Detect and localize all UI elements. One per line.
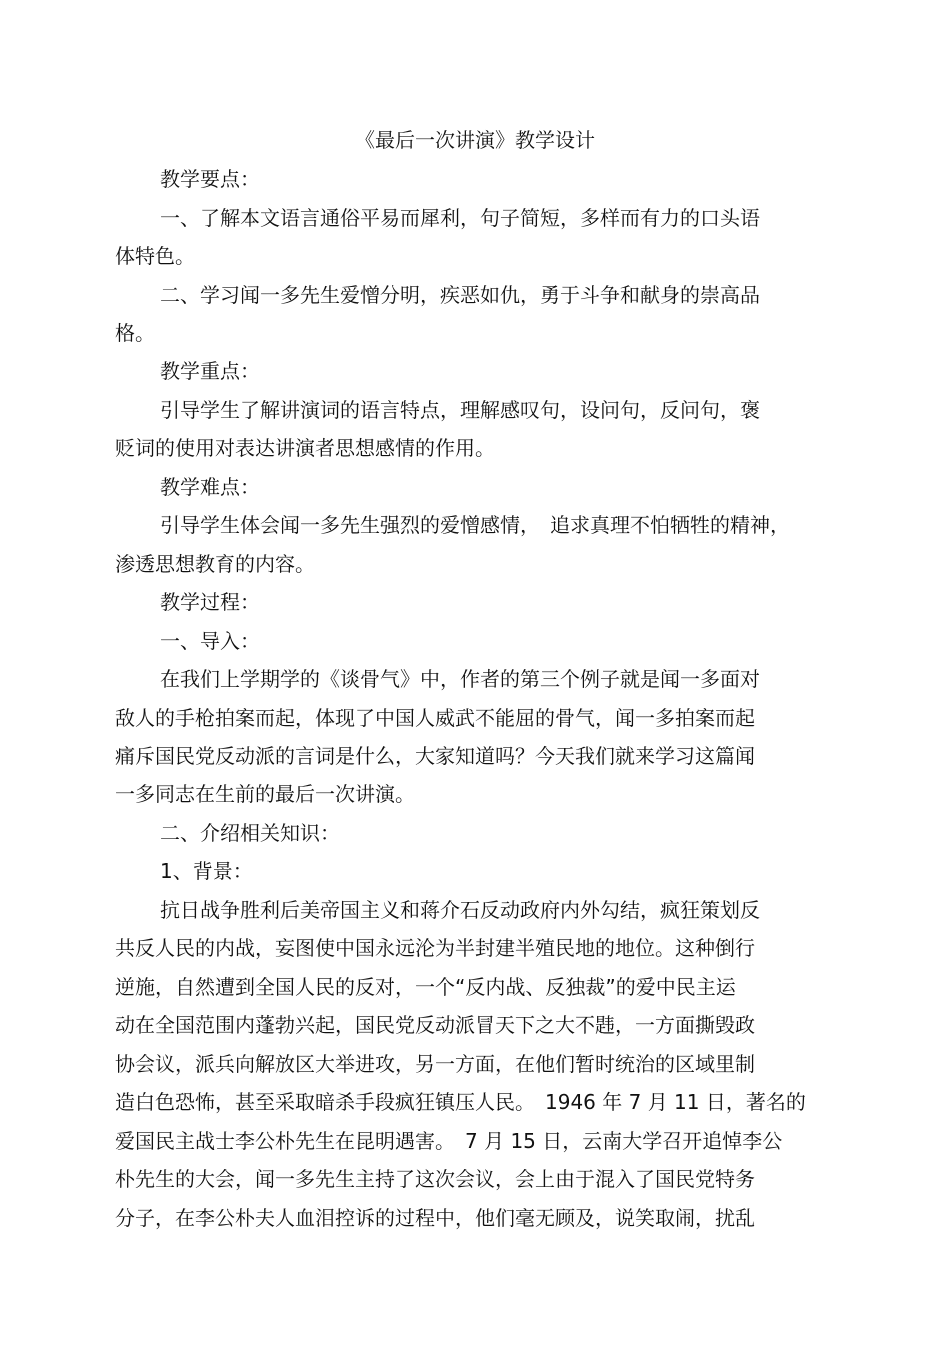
paragraph-line: 分子，在李公朴夫人血泪控诉的过程中，他们毫无顾及，说笑取闹，扰乱: [115, 1206, 755, 1230]
paragraph-line: 贬词的使用对表达讲演者思想感情的作用。: [115, 436, 495, 460]
paragraph-line: 痛斥国民党反动派的言词是什么，大家知道吗？今天我们就来学习这篇闻: [115, 744, 755, 768]
paragraph-line: 格。: [115, 321, 155, 345]
paragraph-line: 引导学生体会闻一多先生强烈的爱憎感情， 追求真理不怕牺牲的精神，: [160, 513, 790, 537]
paragraph-line: 渗透思想教育的内容。: [115, 552, 315, 576]
paragraph-line: 体特色。: [115, 244, 195, 268]
paragraph-line: 造白色恐怖，甚至采取暗杀手段疯狂镇压人民。 1946 年 7 月 11 日，著名的: [115, 1090, 806, 1114]
paragraph-line: 共反人民的内战，妄图使中国永远沦为半封建半殖民地的地位。这种倒行: [115, 936, 755, 960]
paragraph-line: 一多同志在生前的最后一次讲演。: [115, 782, 415, 806]
paragraph-line: 二、学习闻一多先生爱憎分明，疾恶如仇，勇于斗争和献身的崇高品: [160, 283, 760, 307]
heading-teaching-points: 教学要点：: [160, 167, 260, 191]
heading-background: 1、背景：: [160, 859, 253, 883]
paragraph-line: 逆施，自然遭到全国人民的反对，一个“反内战、反独裁”的爱中民主运: [115, 975, 736, 999]
heading-introduction: 一、导入：: [160, 629, 260, 653]
paragraph-line: 协会议，派兵向解放区大举进攻，另一方面，在他们暂时统治的区域里制: [115, 1052, 755, 1076]
paragraph-line: 朴先生的大会，闻一多先生主持了这次会议，会上由于混入了国民党特务: [115, 1167, 755, 1191]
paragraph-line: 抗日战争胜利后美帝国主义和蒋介石反动政府内外勾结，疯狂策划反: [160, 898, 760, 922]
heading-difficulties: 教学难点：: [160, 475, 260, 499]
paragraph-line: 一、了解本文语言通俗平易而犀利，句子简短，多样而有力的口头语: [160, 206, 760, 230]
paragraph-line: 敌人的手枪拍案而起，体现了中国人威武不能屈的骨气，闻一多拍案而起: [115, 706, 755, 730]
heading-related-knowledge: 二、介绍相关知识：: [160, 821, 340, 845]
heading-key-points: 教学重点：: [160, 359, 260, 383]
paragraph-line: 在我们上学期学的《谈骨气》中，作者的第三个例子就是闻一多面对: [160, 667, 760, 691]
document-title: 《最后一次讲演》教学设计: [355, 128, 595, 152]
paragraph-line: 爱国民主战士李公朴先生在昆明遇害。 7 月 15 日，云南大学召开追悼李公: [115, 1129, 783, 1153]
paragraph-line: 引导学生了解讲演词的语言特点，理解感叹句，设问句，反问句，褒: [160, 398, 760, 422]
paragraph-line: 动在全国范围内蓬勃兴起，国民党反动派冒天下之大不韪，一方面撕毁政: [115, 1013, 755, 1037]
heading-process: 教学过程：: [160, 590, 260, 614]
